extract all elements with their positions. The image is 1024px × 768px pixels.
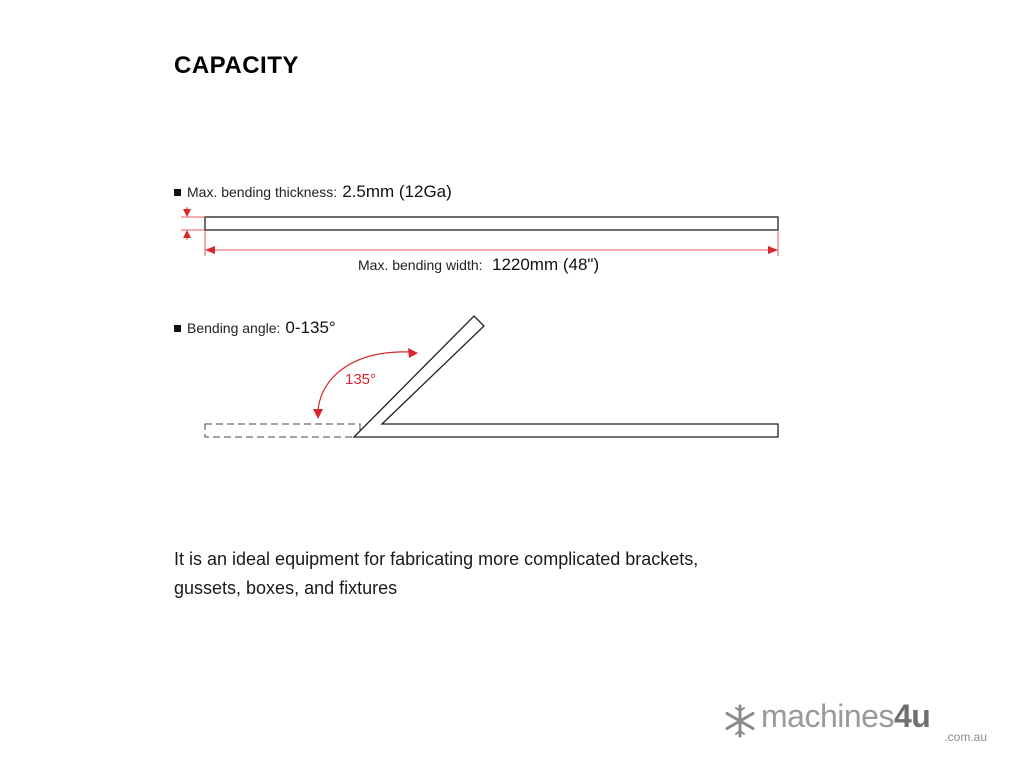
snowflake-icon xyxy=(723,704,757,738)
logo-name-accent: 4u xyxy=(893,698,931,734)
angle-annotation: 135° xyxy=(345,371,377,388)
flat-sheet xyxy=(205,217,778,230)
width-spec xyxy=(358,255,599,275)
thickness-value: 2.5mm (12Ga) xyxy=(342,182,452,201)
bent-sheet xyxy=(354,316,778,437)
description-line: It is an ideal equipment for fabricating more complicated brackets, xyxy=(174,549,699,569)
width-label: Max. bending width: xyxy=(358,257,483,273)
angle-label: Bending angle: xyxy=(187,320,281,336)
original-position-dashed xyxy=(205,424,360,437)
width-value: 1220mm (48") xyxy=(491,255,600,274)
logo-domain: .com.au xyxy=(944,730,987,744)
page-title: CAPACITY xyxy=(174,52,299,79)
logo-name-main: machines xyxy=(761,698,894,734)
description xyxy=(174,545,814,603)
machines4u-logo xyxy=(723,700,993,746)
width-dimension xyxy=(205,231,778,256)
logo-wordmark xyxy=(761,698,930,735)
angle-value: 0-135° xyxy=(285,318,336,337)
thickness-label: Max. bending thickness: xyxy=(187,184,338,200)
description-line: gussets, boxes, and fixtures xyxy=(174,578,398,598)
thickness-indicator xyxy=(181,207,205,240)
